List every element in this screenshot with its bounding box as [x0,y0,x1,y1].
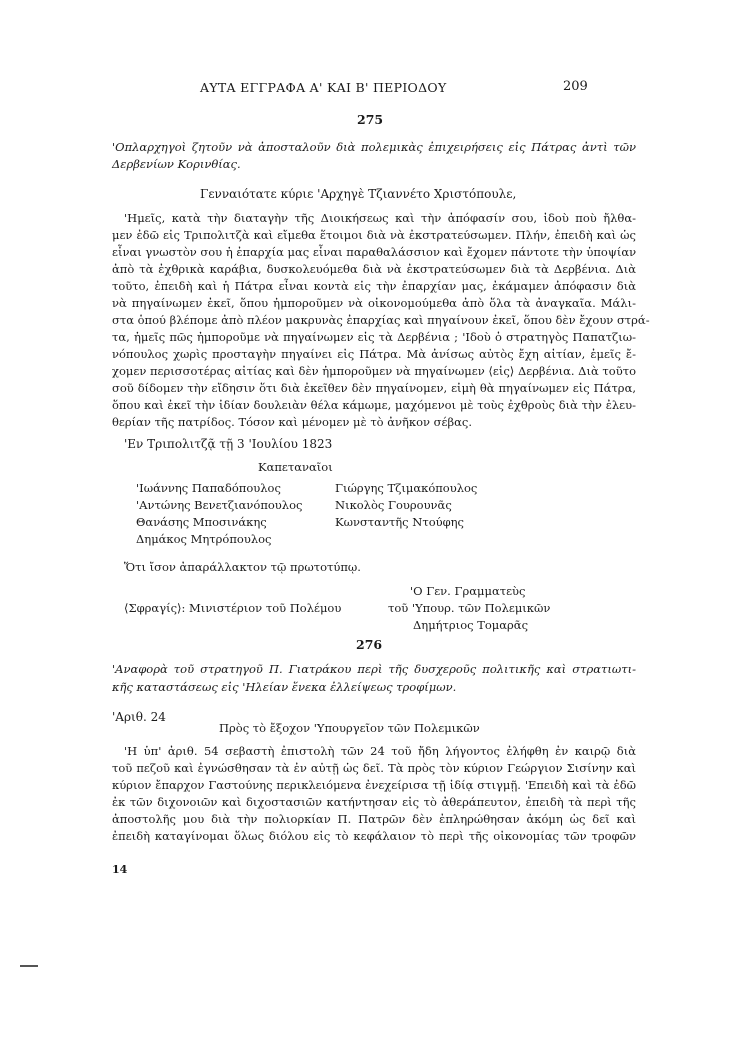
captain-name: Νικολὸς Γουρουνᾶς [335,498,452,512]
summary-line: 'Αναφορὰ τοῦ στρατηγοῦ Π. Γιατράκου περὶ τῆς δυσχεροῦς πολιτικῆς καὶ στρατιωτι- [112,662,636,676]
body-line: στα ὁπού βλέπομε ἀπὸ πλέον μακρυνὰς ἐπαρχίας καὶ πηγαίνουν ἐκεῖ, ὅπου δὲν ἔχουν στρά- [112,313,650,327]
body-line: ἀποστολῆς μου διὰ τὴν πολιορκίαν Π. Πατρῶν δὲν ἐπληρώθησαν ἀκόμη ὡς δεῖ καὶ [112,812,636,826]
body-line: εἶναι γνωστὸν σου ἡ ἐπαρχία μας εἶναι παραθαλάσσιον καὶ ἔχομεν πάντοτε τὴν ὑποψίαν [112,245,637,259]
copy-note: Ὅτι ἴσον ἀπαράλλακτον τῷ πρωτοτύπῳ. [124,560,361,574]
scan-smudge [20,965,38,967]
secretary-name: Δημήτριος Τομαρᾶς [413,618,529,632]
body-line: νὰ πηγαίνωμεν ἐκεῖ, ὅπου ἠμποροῦμεν νὰ οἰκονομούμεθα ἀπὸ ὅλα τὰ ἀναγκαῖα. Μάλι- [112,296,636,310]
body-line: νόπουλος χωρὶς προσταγὴν πηγαίνει εἰς Πάτρα. Μὰ ἀνίσως αὐτὸς ἔχη αἰτίαν, ἐμεῖς ἔ- [112,347,636,361]
captains-heading: Καπεταναῖοι [258,460,333,474]
seal-note: ⟨Σφραγίς⟩: Μινιστέριον τοῦ Πολέμου [124,601,342,615]
body-line: κύριον ἔπαρχον Γαστούνης περικλειόμενα ἐνεχείρισα τῇ ἰδίᾳ στιγμῇ. 'Επειδὴ καὶ τὰ ἐδῶ [112,778,636,792]
body-line: τα, ἡμεῖς πῶς ἠμποροῦμε νὰ πηγαίνωμεν εἰς τὰ Δερβένια ; 'Ιδοὺ ὁ στρατηγὸς Παπατζιω- [112,330,636,344]
body-line: τοῦτο, ἐπειδὴ καὶ ἡ Πάτρα εἶναι κοντὰ εἰς τὴν ἐπαρχίαν μας, ἐκάμαμεν ἀπόφασιν διὰ [112,279,636,293]
summary-line: κῆς καταστάσεως εἰς 'Ηλείαν ἕνεκα ἐλλείψεως τροφίμων. [112,680,457,694]
secretary-ministry: τοῦ 'Υπουρ. τῶν Πολεμικῶν [388,601,551,615]
document-275-number: 275 [357,112,384,127]
body-line: ἀπὸ τὰ ἐχθρικὰ καράβια, δυσκολευόμεθα διὰ νὰ ἐκστρατεύσωμεν διὰ τὰ Δερβένια. Διὰ [112,262,636,276]
addressee: Πρὸς τὸ ἔξοχον 'Υπουργεῖον τῶν Πολεμικῶν [219,721,480,735]
salutation: Γενναιότατε κύριε 'Αρχηγὲ Τζιαννέτο Χριστόπουλε, [200,187,517,201]
body-line: σοῦ δίδομεν τὴν εἴδησιν ὅτι διὰ ἐκεῖθεν δὲν πηγαίνομεν, εἰμὴ θὰ πηγαίνωμεν εἰς Πάτρα, [112,381,636,395]
body-line: ἐπειδὴ καταγίνομαι ὅλως διόλου εἰς τὸ κεφάλαιον τὸ περὶ τῆς οἰκονομίας τῶν τροφῶν [112,829,636,843]
running-title: ΑΥΤΑ ΕΓΓΡΑΦΑ Α' ΚΑΙ Β' ΠΕΡΙΟΔΟΥ [200,80,447,95]
captain-name: Κωνσταντῆς Ντούφης [335,515,464,529]
body-line: μεν ἐδῶ εἰς Τριπολιτζὰ καὶ εἴμεθα ἕτοιμοι διὰ νὰ ἐκστρατεύσωμεν. Πλήν, ἐπειδὴ καὶ ὡς [112,228,636,242]
body-line: χομεν περισσοτέρας αἰτίας καὶ δὲν ἠμποροῦμεν νὰ πηγαίνωμεν ⟨εἰς⟩ Δερβένια. Διὰ τοῦτο [112,364,636,378]
page-number: 209 [563,79,588,94]
body-line: 'Η ὑπ' ἀριθ. 54 σεβαστὴ ἐπιστολὴ τῶν 24 τοῦ ἤδη λήγοντος ἐλήφθη ἐν καιρῷ διὰ [124,744,636,758]
summary-line: Δερβενίων Κορινθίας. [112,157,241,171]
reference-number: 'Αριθ. 24 [112,710,166,724]
signature-mark: 14 [112,863,128,876]
secretary-title: 'Ο Γεν. Γραμματεὺς [410,584,526,598]
captain-name: Γιώργης Τζιμακόπουλος [335,481,478,495]
body-line: ὅπου καὶ ἐκεῖ τὴν ἰδίαν δουλειὰν θέλα κάμωμε, μαχόμενοι μὲ τοὺς ἐχθροὺς διὰ τὴν ἐλευ- [112,398,636,412]
body-line: 'Ημεῖς, κατὰ τὴν διαταγὴν τῆς Διοικήσεως καὶ τὴν ἀπόφασίν σου, ἰδοὺ ποὺ ἤλθα- [124,211,636,225]
captain-name: Δημάκος Μητρόπουλος [136,532,272,546]
body-line: ἐκ τῶν διχονοιῶν καὶ διχοστασιῶν κατήντησαν εἰς τὸ ἀθεράπευτον, ἐπειδὴ τὰ περὶ τῆς [112,795,636,809]
body-line: θερίαν τῆς πατρίδος. Τόσον καὶ μένομεν μὲ τὸ ἀνῆκον σέβας. [112,415,472,429]
document-276-number: 276 [356,637,383,652]
captain-name: Θανάσης Μποσινάκης [136,515,267,529]
captain-name: 'Αντώνης Βενετζιανόπουλος [136,498,303,512]
body-line: τοῦ πεζοῦ καὶ ἐγνώσθησαν τὰ ἐν αὐτῇ ὡς δεῖ. Τὰ πρὸς τὸν κύριον Γεώργιον Σισίνην καὶ [112,761,636,775]
captain-name: 'Ιωάννης Παπαδόπουλος [136,481,281,495]
date-line: 'Εν Τριπολιτζᾷ τῇ 3 'Ιουλίου 1823 [124,437,333,451]
summary-line: 'Οπλαρχηγοὶ ζητοῦν νὰ ἀποσταλοῦν διὰ πολεμικὰς ἐπιχειρήσεις εἰς Πάτρας ἀντὶ τῶν [112,140,636,154]
